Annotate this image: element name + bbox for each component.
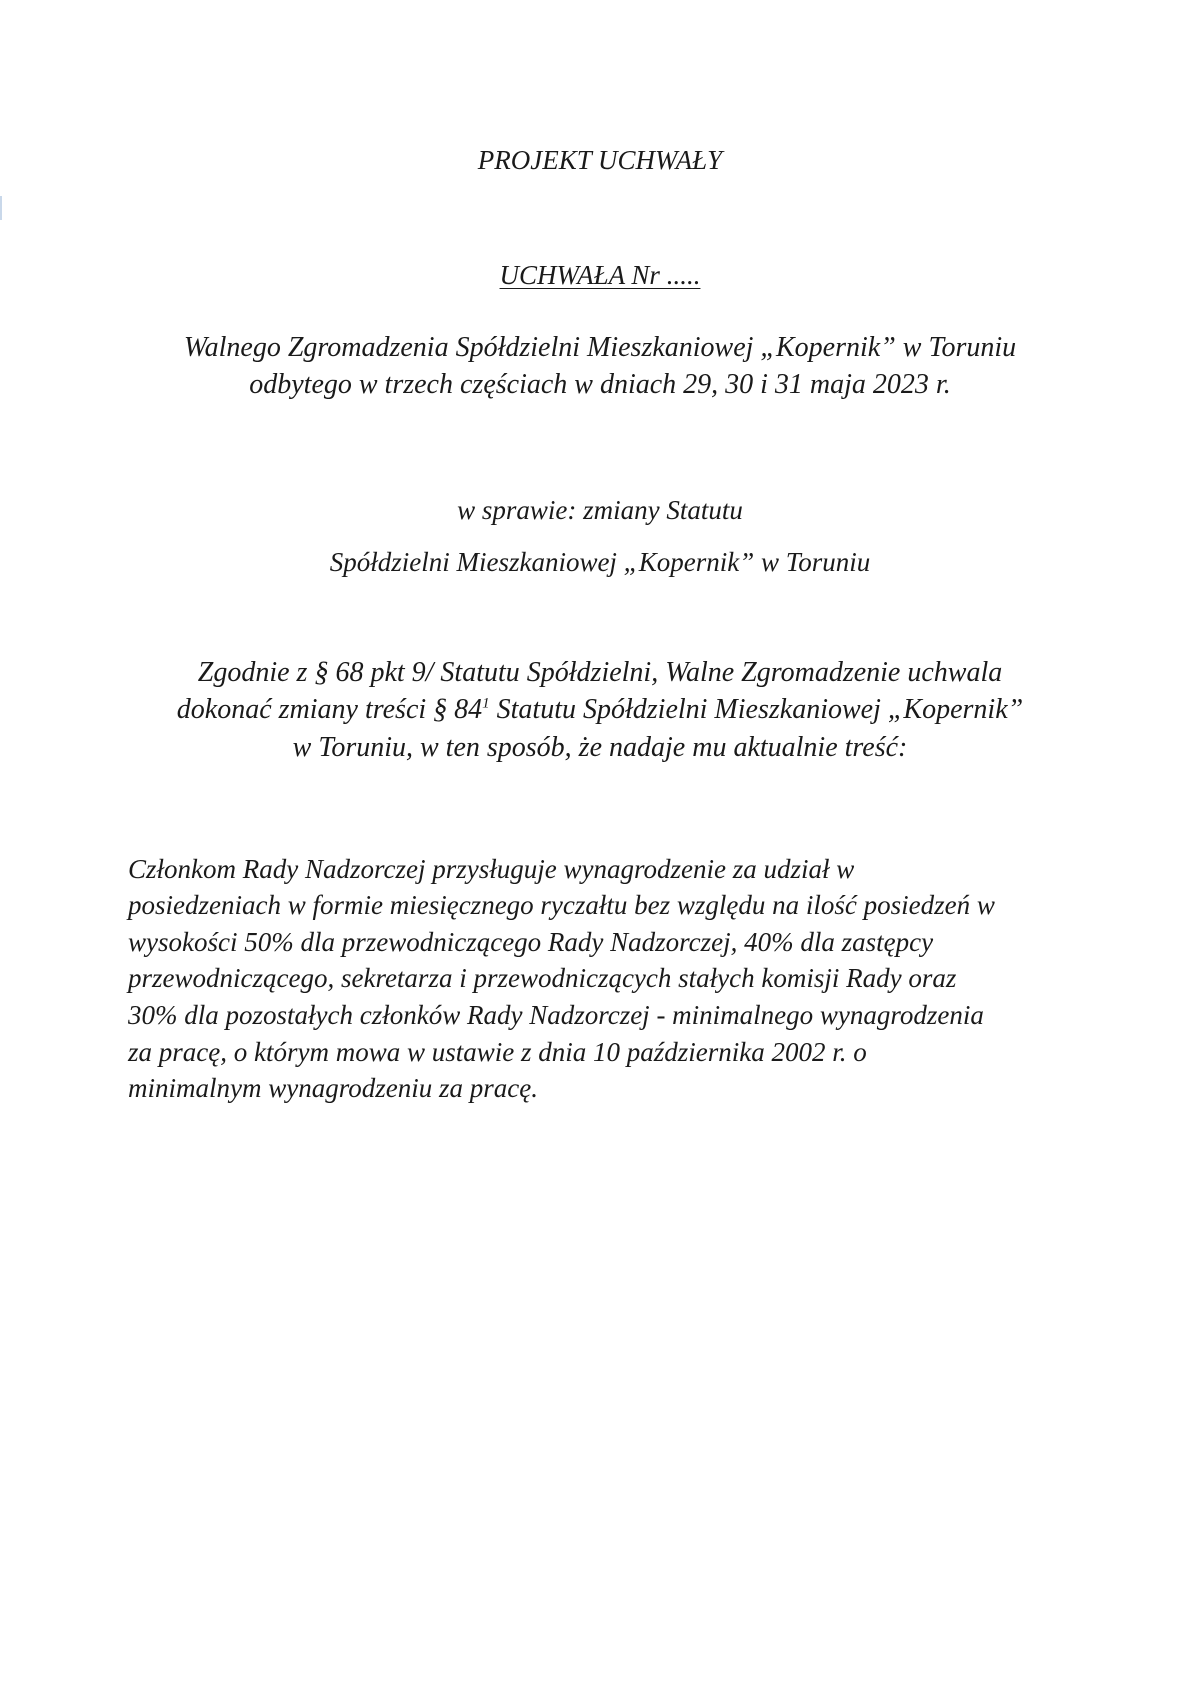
resolution-number [0,258,1200,292]
content-line-6: za pracę, o którym mowa w ustawie z dnia 10 października 2002 r. o [128,1037,867,1067]
content-line-1: Członkom Rady Nadzorczej przysługuje wynagrodzenie za udział w [128,854,855,884]
content-line-3: wysokości 50% dla przewodniczącego Rady Nadzorczej, 40% dla zastępcy [128,927,934,957]
subject-line-1: w sprawie: zmiany Statutu [457,495,743,525]
content-line-5: 30% dla pozostałych członków Rady Nadzorczej - minimalnego wynagrodzenia [128,1000,984,1030]
project-label: PROJEKT UCHWAŁY [477,145,723,175]
resolution-number-text: UCHWAŁA Nr ..... [499,260,701,290]
preamble-line-1: Zgodnie z § 68 pkt 9/ Statutu Spółdzielni, Walne Zgromadzenie uchwala [197,657,1003,688]
content-line-7: minimalnym wynagrodzeniu za pracę. [128,1073,538,1103]
issuer-line-1: Walnego Zgromadzenia Spółdzielni Mieszkaniowej „Kopernik” w Toruniu [183,332,1017,363]
scan-artifact-mark [0,196,2,220]
preamble-line-2 [0,693,1200,727]
preamble-line-2-start: dokonać zmiany treści § 84 [176,694,483,725]
content-line-2: posiedzeniach w formie miesięcznego ryczałtu bez względu na ilość posiedzeń w [128,890,995,920]
issuer-line-2: odbytego w trzech częściach w dniach 29, 30 i 31 maja 2023 r. [249,369,951,400]
preamble-line-2-end: Statutu Spółdzielni Mieszkaniowej „Kopernik” [489,694,1024,725]
content-line-4: przewodniczącego, sekretarza i przewodniczących stałych komisji Rady oraz [128,963,957,993]
subject-line-2: Spółdzielni Mieszkaniowej „Kopernik” w Toruniu [329,547,871,577]
paragraph-superscript: 1 [482,695,490,712]
preamble-line-3: w Toruniu, w ten sposób, że nadaje mu aktualnie treść: [292,732,908,763]
